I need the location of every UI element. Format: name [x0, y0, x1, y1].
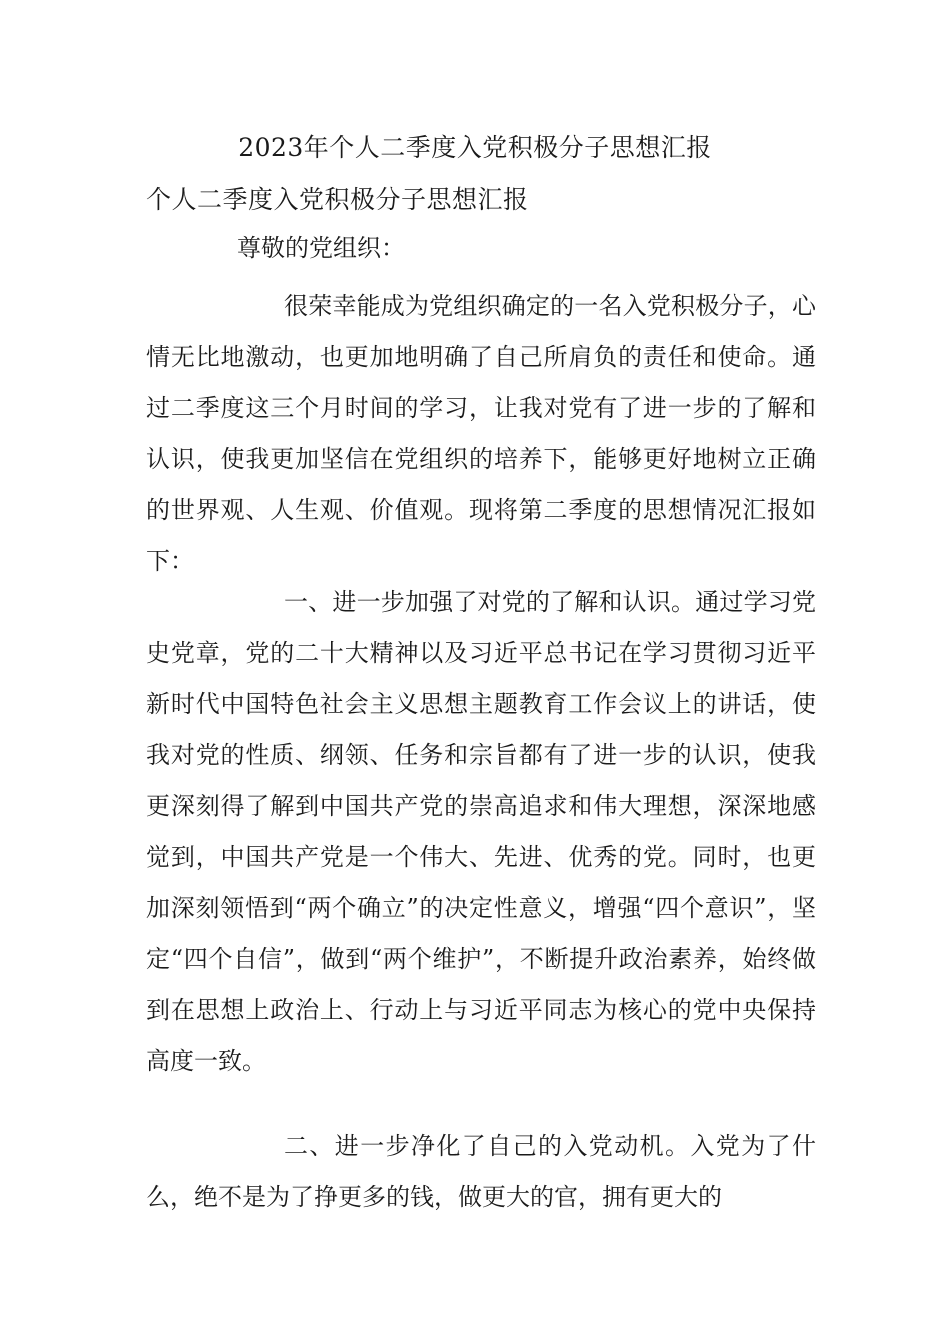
paragraph-section-one: 一、进一步加强了对党的了解和认识。通过学习党史党章，党的二十大精神以及习近平总书记在学习贯彻习近平新时代中国特色社会主义思想主题教育工作会议上的讲话，使我对党的性质、纲领、任务和宗旨都有了进一步的认识，使我更深刻得了解到中国共产党的崇高追求和伟大理想，深深地感觉到，中国共产党是一个伟大、先进、优秀的党。同时，也更加深刻领悟到“两个确立”的决定性意义，增强“四个意识”，坚定“四个自信”，做到“两个维护”，不断提升政治素养，始终做到在思想上政治上、行动上与习近平同志为核心的党中央保持高度一致。 — [146, 588, 816, 1075]
document-title: 2023年个人二季度入党积极分子思想汇报 — [238, 133, 712, 162]
paragraph-section-two: 二、进一步净化了自己的入党动机。入党为了什么，绝不是为了挣更多的钱，做更大的官，拥有更大的 — [146, 1132, 816, 1211]
document-subtitle: 个人二季度入党积极分子思想汇报 — [146, 185, 529, 214]
salutation: 尊敬的党组织： — [237, 234, 405, 262]
paragraph-intro: 很荣幸能成为党组织确定的一名入党积极分子，心情无比地激动，也更加地明确了自己所肩负的责任和使命。通过二季度这三个月时间的学习，让我对党有了进一步的了解和认识，使我更加坚信在党组织的培养下，能够更好地树立正确的世界观、人生观、价值观。现将第二季度的思想情况汇报如下： — [146, 292, 816, 575]
